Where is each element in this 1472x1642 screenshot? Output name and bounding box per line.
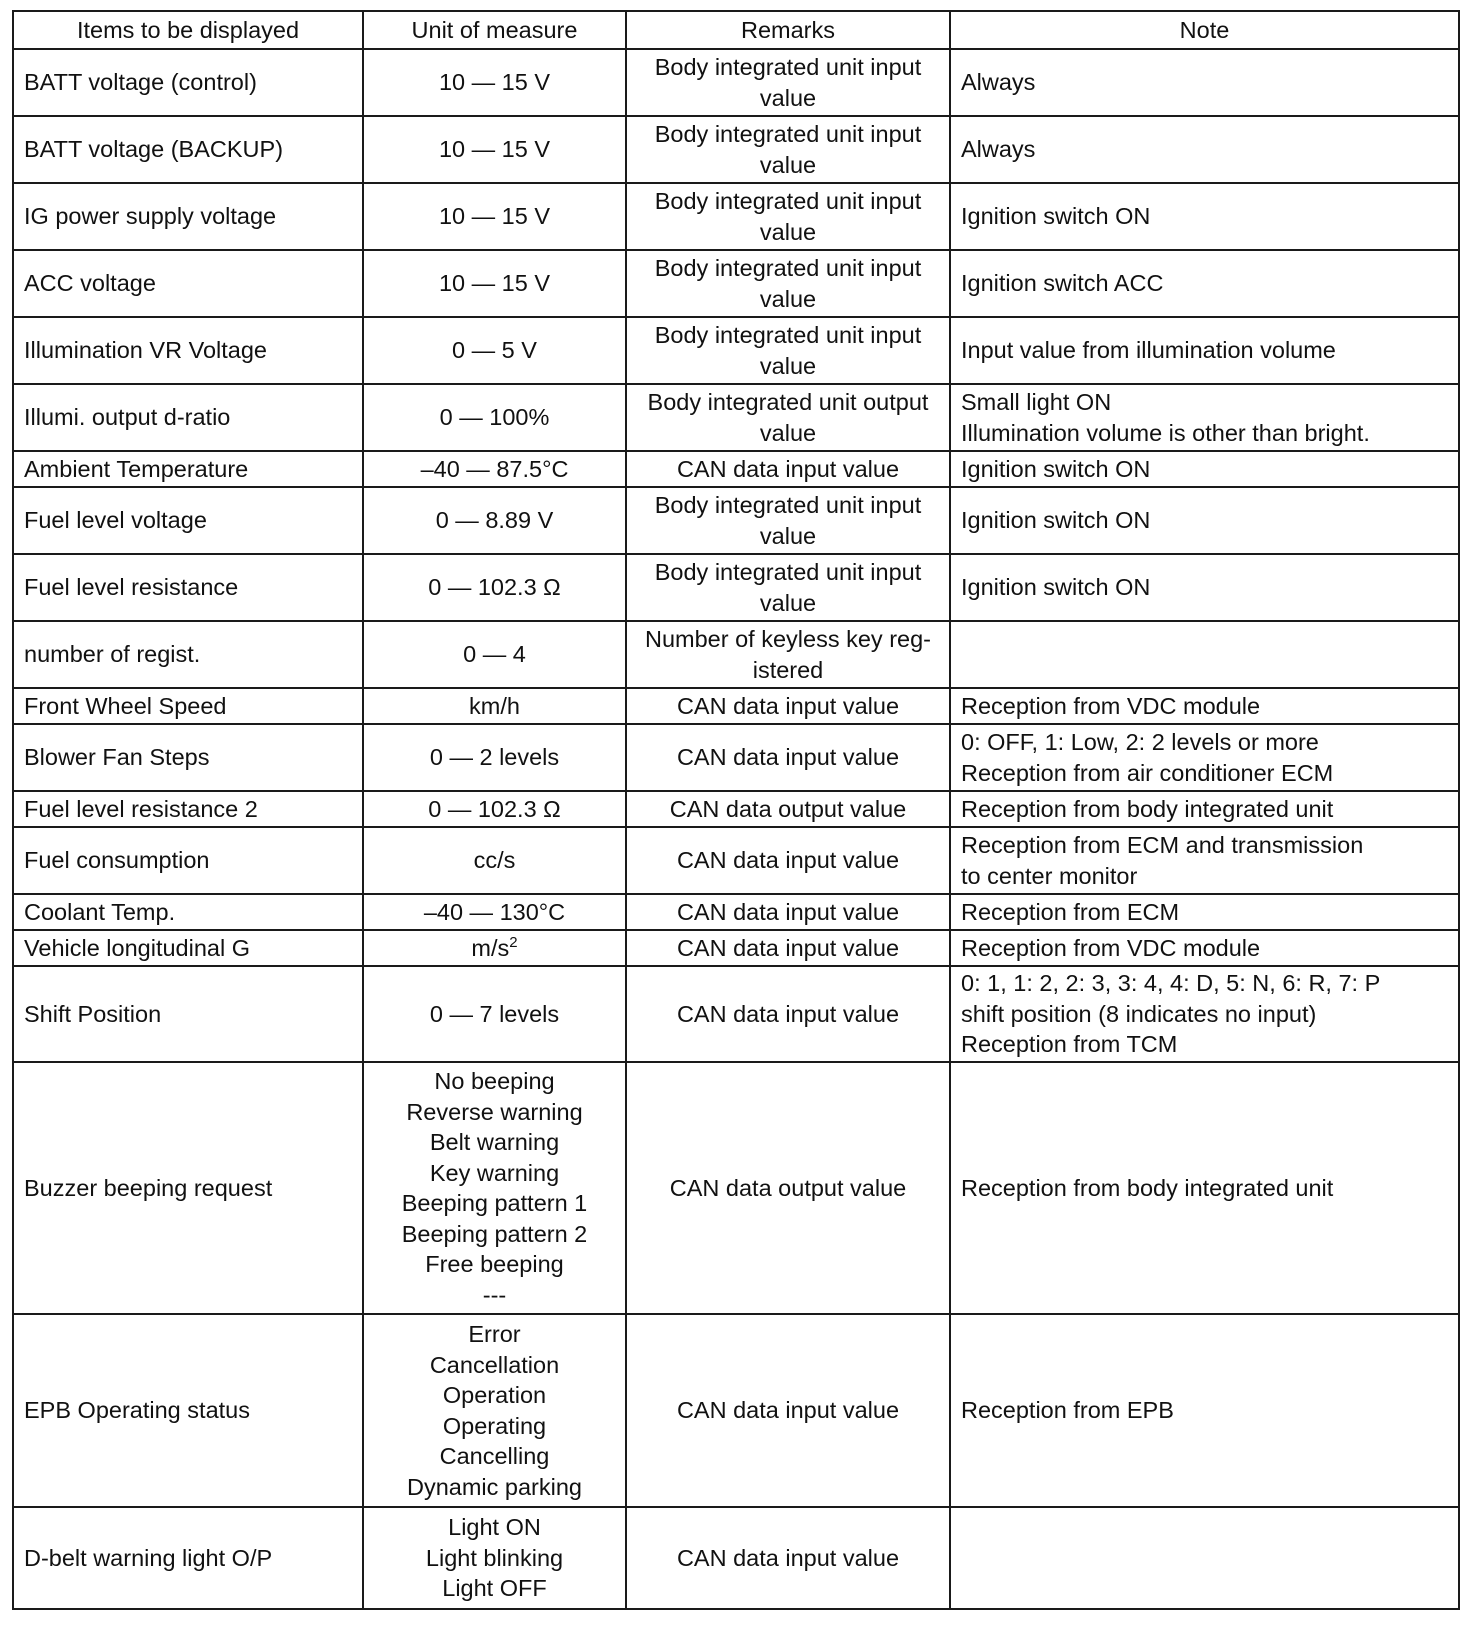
item-cell: Fuel consumption [13,827,363,894]
note-cell: Ignition switch ON [950,487,1459,554]
item-cell: Illumination VR Voltage [13,317,363,384]
note-cell: 0: OFF, 1: Low, 2: 2 levels or more Reception from air conditioner ECM [950,724,1459,791]
unit-cell: Error Cancellation Operation Operating Cancelling Dynamic parking [363,1314,626,1507]
table-row [13,1507,1459,1609]
header-row [13,11,1459,49]
item-cell: IG power supply voltage [13,183,363,250]
header-items: Items to be displayed [13,11,363,49]
table-row [13,724,1459,791]
note-cell [950,1507,1459,1609]
table-row [13,116,1459,183]
note-cell: Small light ON Illumination volume is other than bright. [950,384,1459,451]
note-cell: Reception from ECM and transmission to center monitor [950,827,1459,894]
remarks-cell: CAN data input value [626,827,950,894]
remarks-cell: CAN data output value [626,1062,950,1314]
remarks-cell: Body integrated unit input value [626,49,950,116]
item-cell: Buzzer beeping request [13,1062,363,1314]
item-cell: Fuel level resistance 2 [13,791,363,827]
remarks-cell: CAN data input value [626,930,950,966]
item-cell: Fuel level resistance [13,554,363,621]
item-cell: Coolant Temp. [13,894,363,930]
note-cell [950,621,1459,688]
remarks-cell: CAN data input value [626,1507,950,1609]
unit-cell: 0 — 8.89 V [363,487,626,554]
unit-cell: 0 — 5 V [363,317,626,384]
remarks-cell: CAN data input value [626,688,950,724]
remarks-cell: Body integrated unit input value [626,554,950,621]
unit-cell: 0 — 102.3 Ω [363,554,626,621]
note-cell: Input value from illumination volume [950,317,1459,384]
unit-cell: cc/s [363,827,626,894]
remarks-cell: CAN data output value [626,791,950,827]
table-row [13,49,1459,116]
unit-text: m/s [471,934,510,961]
table-row [13,966,1459,1062]
remarks-cell: Body integrated unit input value [626,116,950,183]
unit-cell: –40 — 87.5°C [363,451,626,487]
header-unit: Unit of measure [363,11,626,49]
table-row [13,183,1459,250]
unit-cell: 0 — 4 [363,621,626,688]
note-cell: Ignition switch ON [950,554,1459,621]
item-cell: EPB Operating status [13,1314,363,1507]
header-remarks: Remarks [626,11,950,49]
table-row [13,621,1459,688]
item-cell: ACC voltage [13,250,363,317]
table-row [13,487,1459,554]
remarks-cell: Body integrated unit output value [626,384,950,451]
table-row [13,1314,1459,1507]
item-cell: Fuel level voltage [13,487,363,554]
remarks-cell: CAN data input value [626,1314,950,1507]
note-cell: Reception from ECM [950,894,1459,930]
remarks-cell: CAN data input value [626,966,950,1062]
unit-cell: 0 — 100% [363,384,626,451]
table-row [13,250,1459,317]
item-cell: D-belt warning light O/P [13,1507,363,1609]
note-cell: Reception from body integrated unit [950,791,1459,827]
note-cell: Always [950,49,1459,116]
unit-cell: 10 — 15 V [363,183,626,250]
note-cell: Ignition switch ACC [950,250,1459,317]
note-cell: Ignition switch ON [950,183,1459,250]
unit-cell: 0 — 7 levels [363,966,626,1062]
item-cell: Shift Position [13,966,363,1062]
unit-superscript: 2 [509,933,518,951]
unit-cell: –40 — 130°C [363,894,626,930]
item-cell: Illumi. output d-ratio [13,384,363,451]
unit-cell: 10 — 15 V [363,250,626,317]
note-cell: Reception from VDC module [950,688,1459,724]
unit-cell: Light ON Light blinking Light OFF [363,1507,626,1609]
table-row [13,317,1459,384]
table-row [13,688,1459,724]
remarks-cell: CAN data input value [626,894,950,930]
item-cell: Ambient Temperature [13,451,363,487]
remarks-cell: Body integrated unit input value [626,487,950,554]
note-cell: Reception from body integrated unit [950,1062,1459,1314]
table-row [13,384,1459,451]
item-cell: Blower Fan Steps [13,724,363,791]
note-cell: Reception from VDC module [950,930,1459,966]
header-note: Note [950,11,1459,49]
unit-cell: No beeping Reverse warning Belt warning Key warning Beeping pattern 1 Beeping pattern 2 Free beeping --- [363,1062,626,1314]
remarks-cell: Body integrated unit input value [626,250,950,317]
item-cell: number of regist. [13,621,363,688]
unit-cell [363,930,626,966]
data-table [12,10,1460,1610]
remarks-cell: Number of keyless key reg- istered [626,621,950,688]
remarks-cell: Body integrated unit input value [626,183,950,250]
item-cell: BATT voltage (BACKUP) [13,116,363,183]
table-row [13,791,1459,827]
remarks-cell: CAN data input value [626,451,950,487]
remarks-cell: Body integrated unit input value [626,317,950,384]
note-cell: Ignition switch ON [950,451,1459,487]
unit-cell: 0 — 102.3 Ω [363,791,626,827]
note-cell: Always [950,116,1459,183]
remarks-cell: CAN data input value [626,724,950,791]
note-cell: Reception from EPB [950,1314,1459,1507]
table-row [13,930,1459,966]
item-cell: BATT voltage (control) [13,49,363,116]
item-cell: Front Wheel Speed [13,688,363,724]
unit-cell: 0 — 2 levels [363,724,626,791]
unit-cell: km/h [363,688,626,724]
table-row [13,554,1459,621]
item-cell: Vehicle longitudinal G [13,930,363,966]
table-row [13,827,1459,894]
note-cell: 0: 1, 1: 2, 2: 3, 3: 4, 4: D, 5: N, 6: R, 7: P shift position (8 indicates no input) Reception from TCM [950,966,1459,1062]
table-row [13,1062,1459,1314]
table-row [13,894,1459,930]
table-row [13,451,1459,487]
unit-cell: 10 — 15 V [363,49,626,116]
unit-cell: 10 — 15 V [363,116,626,183]
